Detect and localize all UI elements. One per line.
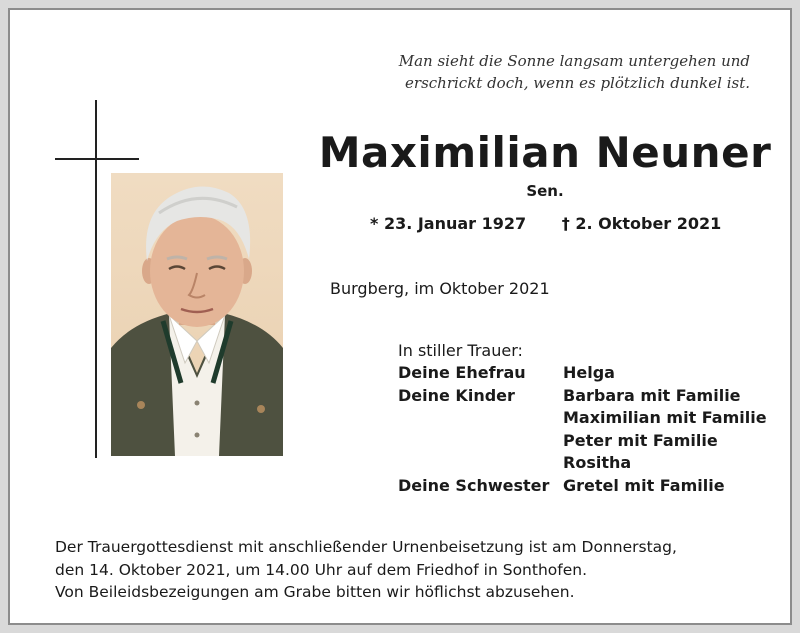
quote-line: Man sieht die Sonne langsam untergehen und — [398, 52, 750, 70]
relation-label — [398, 407, 563, 430]
mourner-row — [398, 407, 767, 430]
relation-label: Deine Schwester — [398, 475, 550, 495]
quote-line: erschrickt doch, wenn es plötzlich dunkel ist. — [405, 74, 750, 92]
mourner-row — [398, 430, 767, 453]
mourning-heading: In stiller Trauer: — [398, 341, 523, 360]
relation-label — [398, 452, 563, 475]
portrait-photo — [111, 173, 283, 456]
notice-line: Von Beileidsbezeigungen am Grabe bitten wir höflichst abzusehen. — [55, 583, 575, 601]
notice-line: Der Trauergottesdienst mit anschließender Urnenbeisetzung ist am Donnerstag, — [55, 538, 677, 556]
mourner-names: Maximilian mit Familie — [563, 408, 767, 427]
cross-icon — [95, 100, 97, 458]
birth-date: * 23. Januar 1927 — [370, 214, 527, 233]
mourner-row — [398, 452, 767, 475]
mourners-list — [398, 362, 767, 497]
mourner-names: Peter mit Familie — [563, 430, 718, 450]
relation-label — [398, 430, 563, 453]
cross-icon-bar — [55, 158, 139, 160]
relation-label: Deine Kinder — [398, 385, 515, 405]
memorial-quote — [399, 50, 750, 94]
notice-line: den 14. Oktober 2021, um 14.00 Uhr auf dem Friedhof in Sonthofen. — [55, 560, 588, 579]
mourner-row — [398, 385, 767, 408]
mourner-names: Barbara mit Familie — [563, 385, 741, 405]
mourner-names: Helga — [563, 363, 615, 382]
life-dates — [370, 214, 721, 233]
relation-label: Deine Ehefrau — [398, 363, 526, 382]
death-date: † 2. Oktober 2021 — [561, 214, 722, 233]
deceased-name: Maximilian Neuner — [318, 128, 772, 177]
name-suffix: Sen. — [526, 182, 564, 200]
obituary-card — [8, 8, 792, 625]
mourner-row — [398, 475, 767, 498]
funeral-notice — [55, 536, 775, 604]
mourner-names: Gretel mit Familie — [563, 475, 725, 495]
mourner-names: Rositha — [563, 453, 632, 472]
mourner-row — [398, 362, 767, 385]
place-and-date: Burgberg, im Oktober 2021 — [330, 279, 550, 298]
portrait-illustration — [111, 173, 283, 456]
